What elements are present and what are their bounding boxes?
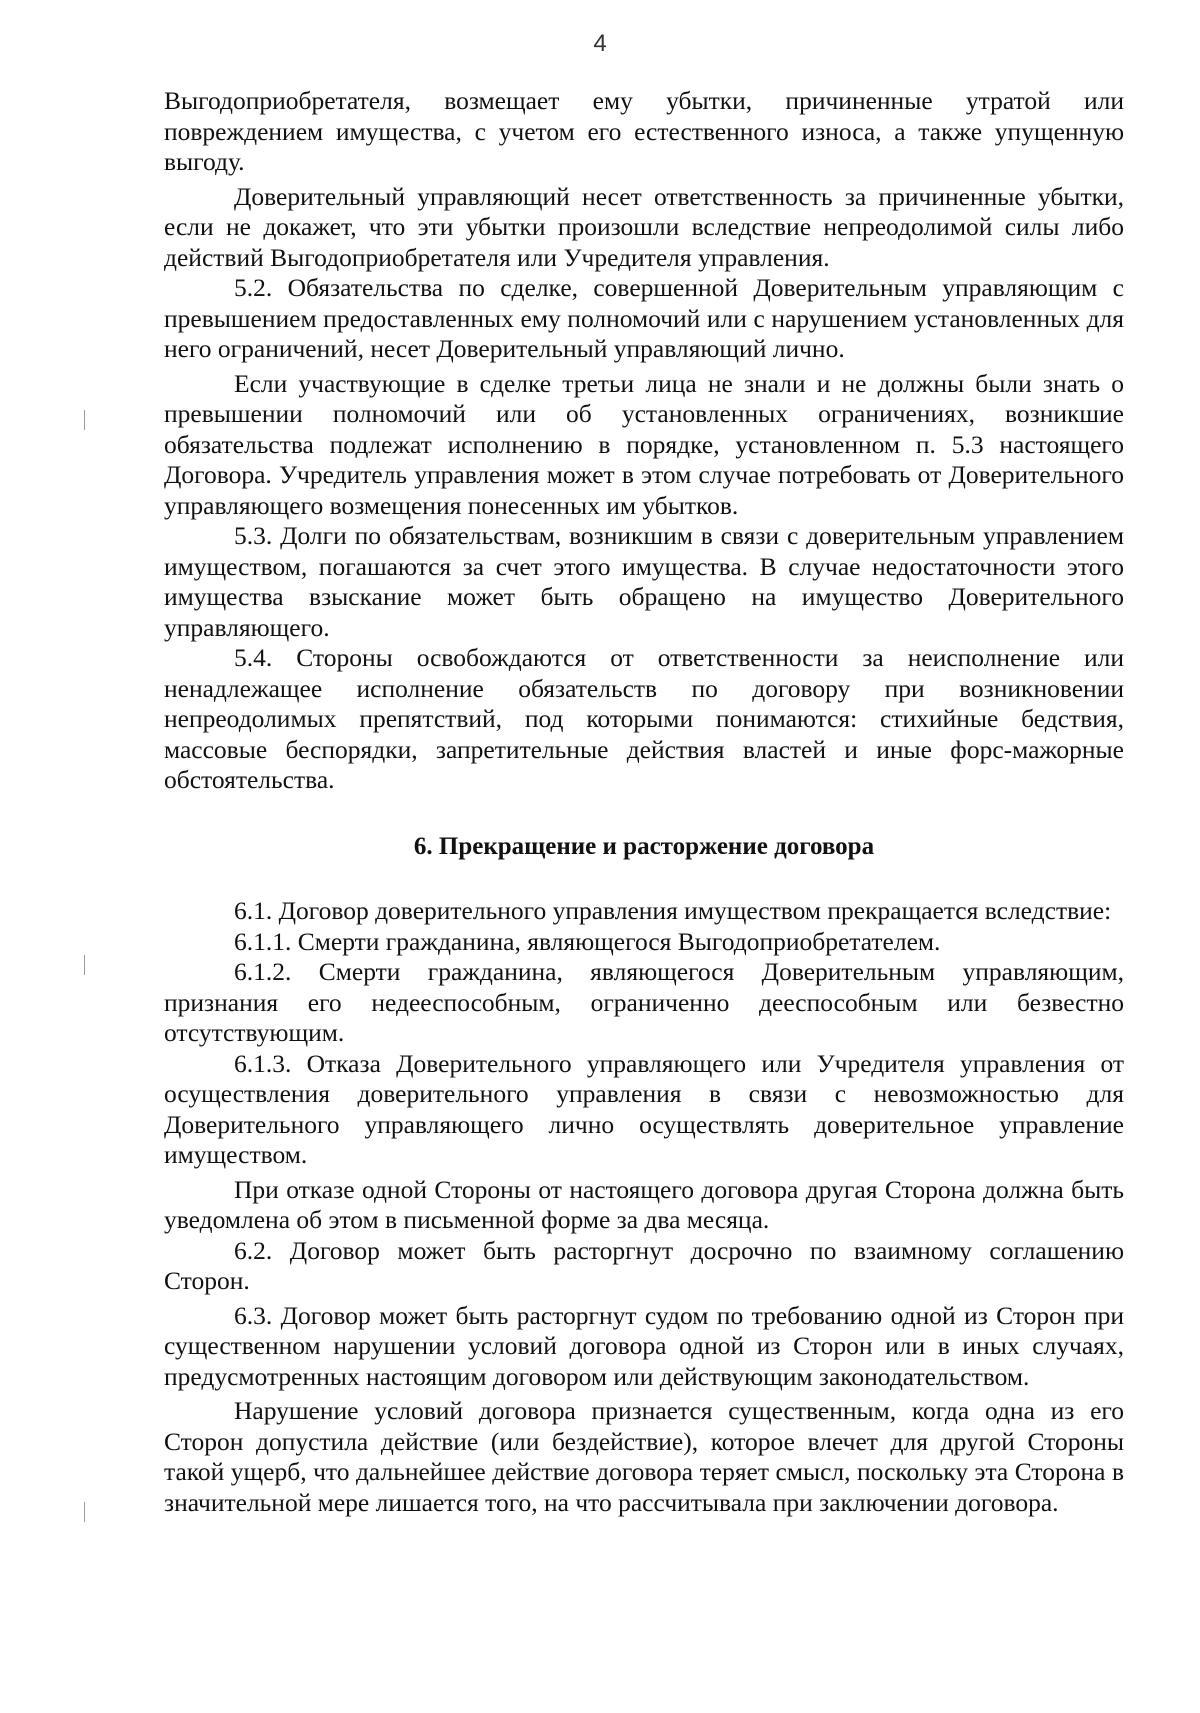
- margin-mark: [84, 410, 85, 430]
- paragraph: 6.3. Договор может быть расторгнут судом по требованию одной из Сторон при существенном нарушении условий договора одной из Сторон или в иных случаях, предусмотренных настоящим договором или действующим законодательством.: [164, 1300, 1124, 1391]
- paragraph: Выгодоприобретателя, возмещает ему убытки, причиненные утратой или повреждением имущества, с учетом его естественного износа, а также упущенную выгоду.: [164, 86, 1124, 176]
- paragraph: 6.1.3. Отказа Доверительного управляющего или Учредителя управления от осуществления доверительного управления в связи с невозможностью для Доверительного управляющего лично осуществлять доверительное управление имуществом.: [164, 1048, 1124, 1169]
- paragraph: 5.2. Обязательства по сделке, совершенной Доверительным управляющим с превышением предоставленных ему полномочий или с нарушением установленных для него ограничений, несет Доверительный управляющий лично.: [164, 273, 1124, 363]
- paragraph: При отказе одной Стороны от настоящего договора другая Сторона должна быть уведомлена об этом в письменной форме за два месяца.: [164, 1174, 1124, 1234]
- paragraph: Если участвующие в сделке третьи лица не знали и не должны были знать о превышении полномочий или об установленных ограничениях, возникшие обязательства подлежат исполнению в порядке, установленном п. 5.3 настоящего Договора. Учредитель управления может в этом случае потребовать от Доверительного управляющего возмещения понесенных им убытков.: [164, 368, 1124, 520]
- section-heading: 6. Прекращение и расторжение договора: [413, 832, 875, 860]
- paragraph: 5.4. Стороны освобождаются от ответственности за неисполнение или ненадлежащее исполнение обязательств по договору при возникновении непреодолимых препятствий, под которыми понимаются: стихийные бедствия, массовые беспорядки, запретительные действия властей и иные форс-мажорные обстоятельства.: [164, 643, 1124, 794]
- document-body: [164, 86, 1124, 1518]
- paragraph: Нарушение условий договора признается существенным, когда одна из его Сторон допустила действие (или бездействие), которое влечет для другой Стороны такой ущерб, что дальнейшее действие договора теряет смысл, поскольку эта Сторона в значительной мере лишается того, на что рассчитывала при заключении договора.: [164, 1396, 1124, 1517]
- paragraph: 6.1.1. Смерти гражданина, являющегося Выгодоприобретателем.: [234, 926, 941, 956]
- margin-mark: [84, 1502, 85, 1522]
- paragraph: 6.2. Договор может быть расторгнут досрочно по взаимному соглашению Сторон.: [164, 1235, 1124, 1295]
- paragraph: 5.3. Долги по обязательствам, возникшим в связи с доверительным управлением имуществом, погашаются за счет этого имущества. В случае недостаточности этого имущества взыскание может быть обращено на имущество Доверительного управляющего.: [164, 521, 1124, 642]
- paragraph: 6.1. Договор доверительного управления имуществом прекращается вследствие:: [234, 896, 1112, 925]
- page-number: 4: [593, 30, 607, 57]
- margin-mark: [84, 955, 85, 975]
- paragraph: 6.1.2. Смерти гражданина, являющегося Доверительным управляющим, признания его недееспособным, ограниченно дееспособным или безвестно отсутствующим.: [164, 957, 1124, 1047]
- paragraph: Доверительный управляющий несет ответственность за причиненные убытки, если не докажет, что эти убытки произошли вследствие непреодолимой силы либо действий Выгодоприобретателя или Учредителя управления.: [164, 181, 1124, 272]
